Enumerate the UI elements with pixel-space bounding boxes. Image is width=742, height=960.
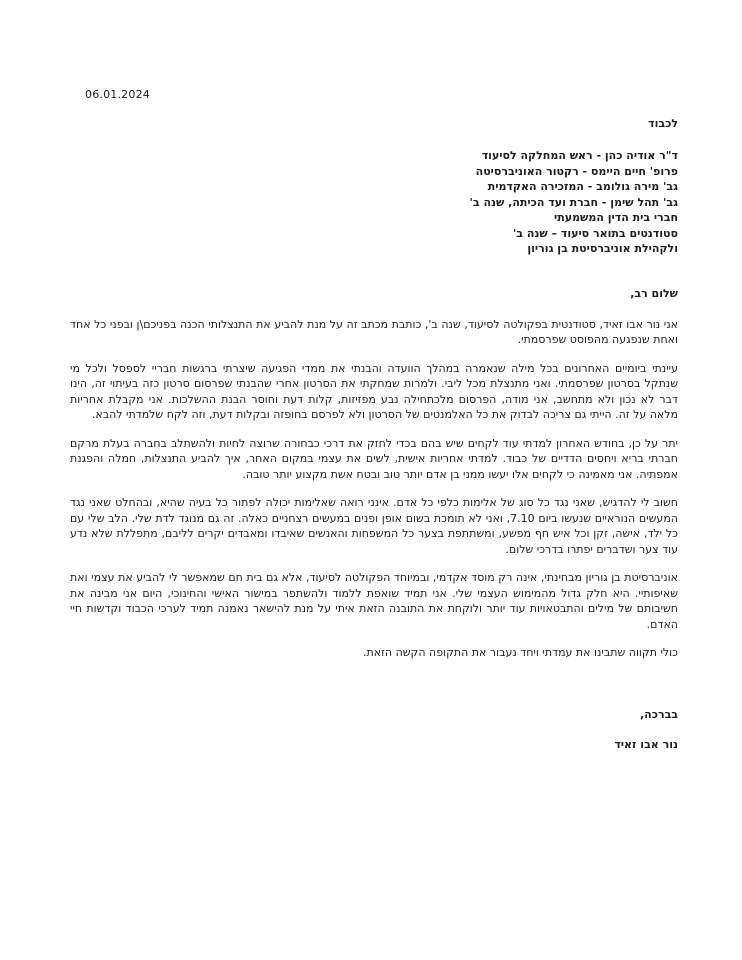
body-paragraph: אוניברסיטת בן גוריון מבחינתי, אינה רק מוסד אקדמי, ובמיוחד הפקולטה לסיעוד, אלא גם בית חם שמאפשר לי להביע את עצמי ואת שאיפותיי. היא חלק גדול מהמימוש העצמי שלי. אני תמיד שואפת ללמוד ולהשתפר במישור האישי והחינוכי, היום אני מבינה את חשיבותם של מילים והתבטאויות עוד יותר ולוקחת את התובנה הזאת איתי על מנת להישאר נאמנה תמיד לערכי הכבוד וקדשות חיי האדם. [70, 571, 678, 631]
letter-date: 06.01.2024 [85, 88, 150, 101]
body-paragraph: חשוב לי להדגיש, שאני נגד כל סוג של אלימות כלפי כל אדם. אינני רואה שאלימות יכולה לפתור כל בעיה שהיא, ובהחלט שאני נגד המעשים הנוראיים שנעשו ביום 7.10, ואני לא תומכת בשום אופן ופנים במעשים רצחניים כאלה. זה גם מנוגד לדת שלי. הלב שלי עם כל ילד, אישה, זקן וכל איש חף מפשע, ומשתתפת בצער כל המשפחות והאנשים שאיבדו ומאבדים יקרים לליבם, מתפללת שלא נדע עוד צער ושדברים יפתרו בדרכי שלום. [70, 496, 678, 556]
recipient-line: פרופ' חיים היימס - רקטור האוניברסיטה [475, 164, 678, 178]
body-paragraph: יתר על כן, בחודש האחרון למדתי עוד לקחים שיש בהם בכדי לחזק את דרכי כבחורה שרוצה לחיות ולהשתלב בחברה בעלת מרקם חברתי בריא ויחסים הדדיים של כבוד. למדתי אחריות אישית, לשים את עצמי במקום האחר, איך להביע התנצלות, חמלה והפגנת אמפתיה. אני מאמינה כי לקחים אלו יעשו ממני בן אדם יותר טוב ובטח אשת מקצוע יותר טובה. [70, 436, 678, 481]
recipient-line: ולקהילת אוניברסיטת בן גוריון [527, 242, 678, 255]
recipient-line: חברי בית הדין המשמעתי [553, 211, 678, 224]
body-paragraph: כולי תקווה שתבינו את עמדתי ויחד נעבור את התקופה הקשה הזאת. [363, 646, 678, 659]
greeting: שלום רב, [630, 286, 678, 300]
recipient-line: גב' מירה גולומב - המזכירה האקדמית [487, 180, 678, 193]
letter-body [70, 317, 678, 661]
recipient-line: ד"ר אודיה כהן - ראש המחלקה לסיעוד [481, 149, 678, 162]
body-paragraph: עיינתי ביומיים האחרונים בכל מילה שנאמרה במהלך הוועדה והבנתי את ממדי הפגיעה שיצרתי ברגשות חבריי לספסל ולכל מי שנתקל בסרטון שפרסמתי. ואני מתנצלת מכל ליבי. ולמרות שמחקתי את הסרטון אחרי שהבנתי שפרסום סרטון כזה בעיתוי זה, הינו דבר לא נכון ולא מתחשב, אני מודה, הפרסום מלכתחילה נבע מפזיזות, קלות דעת וחוסר הבנת ההשלכות. אני מקבלת אחריות מלאה על זה. הייתי גם צריכה לבדוק את כל האלמנטים של הסרטון ולא לפרסם בחופזה ובקלות דעת, וזה לקח שלמדתי להבא. [70, 361, 678, 421]
letter-content [70, 116, 678, 752]
recipient-line: סטודנטים בתואר סיעוד – שנה ב' [512, 226, 678, 240]
recipient-line: גב' תהל שימן - חברת ועד הכיתה, שנה ב' [469, 195, 678, 209]
signature-name: נור אבו זאיד [614, 737, 678, 751]
recipients-list [70, 148, 678, 257]
closing-salutation: בברכה, [639, 707, 678, 721]
salutation-header: לכבוד [648, 117, 678, 130]
body-paragraph: אני נור אבו זאיד, סטודנטית בפקולטה לסיעוד, שנה ב', כותבת מכתב זה על מנת להביע את התנצלותי הכנה בפניכם\ן ובפני כל אחד ואחת שנפגעה מהפוסט שפרסמתי. [70, 317, 678, 346]
